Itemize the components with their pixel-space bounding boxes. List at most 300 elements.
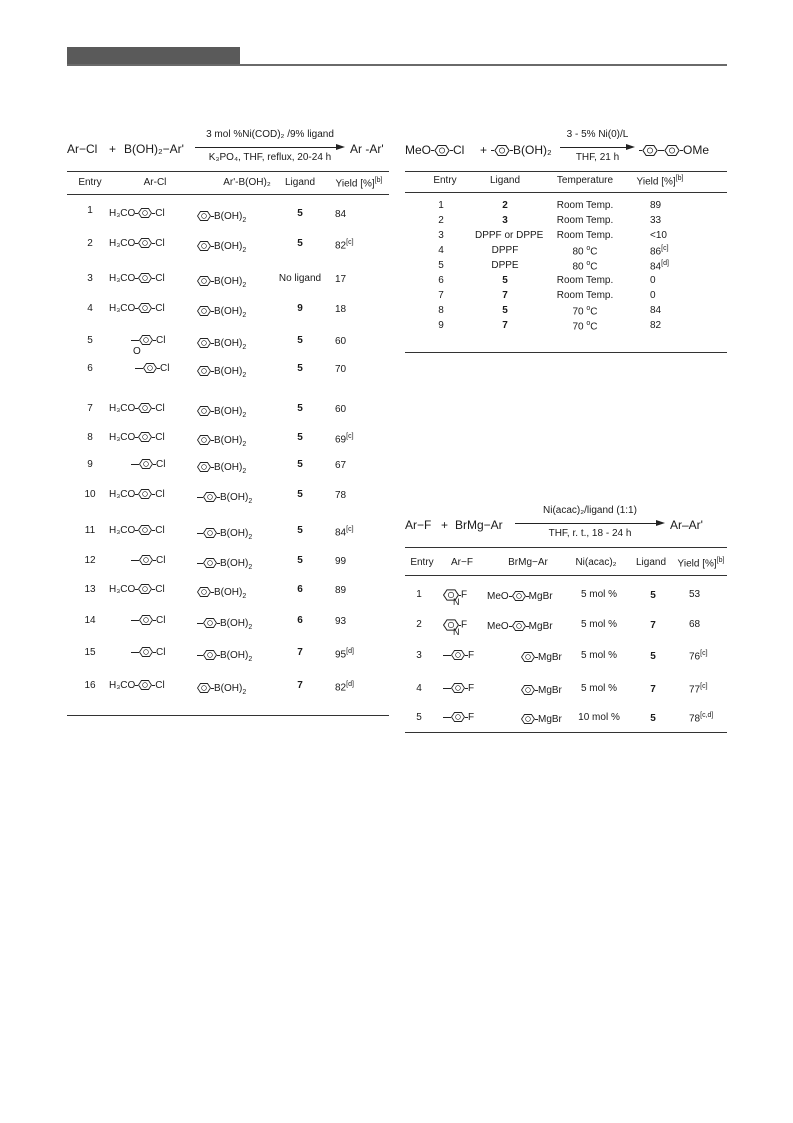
plus-sign: + bbox=[109, 142, 117, 156]
footnote-mark: [c] bbox=[700, 683, 708, 690]
fluoro-label: F bbox=[468, 712, 475, 723]
reactant-grignard: BrMg−Ar bbox=[455, 518, 503, 532]
benzene-ring-icon bbox=[138, 273, 152, 283]
phenyl-ring-icon bbox=[197, 587, 211, 597]
catalyst-loading: 5 mol % bbox=[580, 619, 618, 630]
chloro-label: Cl bbox=[156, 335, 166, 346]
entry-number: 14 bbox=[84, 615, 96, 626]
boronic-label: $B(OH)_2$ bbox=[214, 406, 247, 419]
fluoro-label: F bbox=[468, 650, 475, 661]
table-c-col-header: Ar−F bbox=[451, 557, 473, 568]
aryl-fluoride-structure bbox=[443, 619, 468, 637]
benzene-ring-icon bbox=[451, 683, 465, 693]
phenyl-ring-icon bbox=[203, 618, 217, 628]
table-a-col-header: Ligand bbox=[284, 177, 316, 188]
table-c-col-header: BrMg−Ar bbox=[508, 557, 548, 568]
chloro-label: Cl bbox=[155, 489, 165, 500]
aryl-chloride-structure bbox=[109, 208, 165, 219]
yield-cell bbox=[689, 619, 729, 630]
carbonyl-oxygen: O bbox=[133, 346, 141, 357]
yield-cell bbox=[335, 681, 395, 693]
yield-value: <10 bbox=[650, 230, 667, 241]
methoxy-label: H₃CO bbox=[109, 403, 136, 414]
yield-cell bbox=[335, 433, 395, 445]
aryl-chloride-structure bbox=[109, 555, 165, 566]
phenyl-ring-icon bbox=[197, 306, 211, 316]
methoxy-label: MeO bbox=[405, 143, 432, 157]
temperature-value: 70 $^o$C bbox=[572, 320, 598, 333]
ligand-id: 5 bbox=[297, 459, 303, 470]
yield-value: 78 bbox=[689, 713, 701, 725]
benzene-ring-icon bbox=[138, 525, 152, 535]
entry-number: 7 bbox=[87, 403, 93, 414]
ligand-id: 5 bbox=[297, 525, 303, 536]
yield-cell bbox=[335, 648, 395, 660]
yield-value: 67 bbox=[335, 460, 347, 471]
yield-cell bbox=[335, 490, 395, 501]
boronic-acid-structure bbox=[197, 435, 246, 448]
footnote-mark: [c] bbox=[661, 245, 669, 252]
ligand-id: 5 bbox=[297, 432, 303, 443]
entry-number: 2 bbox=[416, 619, 422, 630]
chloro-label: Cl bbox=[156, 615, 166, 626]
entry-number: 9 bbox=[438, 320, 444, 331]
yield-value: 68 bbox=[689, 619, 701, 630]
boronic-label: B(OH)₂ bbox=[513, 143, 552, 157]
yield-cell bbox=[335, 526, 395, 538]
benzene-ring-icon bbox=[512, 591, 526, 601]
table-b-col-header: Ligand bbox=[489, 175, 521, 186]
boronic-acid-structure bbox=[197, 492, 252, 505]
benzene-ring-icon bbox=[494, 145, 510, 156]
methoxy-label: H₃CO bbox=[109, 432, 136, 443]
boronic-acid-structure bbox=[197, 650, 252, 663]
chloro-label: Cl bbox=[160, 363, 170, 374]
grignard-structure bbox=[521, 714, 562, 725]
conditions-above: 3 mol %Ni(COD)₂ /9% ligand bbox=[206, 129, 334, 140]
aryl-chloride-structure bbox=[109, 615, 165, 626]
aryl-fluoride-structure bbox=[443, 650, 474, 661]
yield-cell bbox=[335, 364, 395, 375]
entry-number: 6 bbox=[87, 363, 93, 374]
ligand-id: DPPF or DPPE bbox=[475, 230, 544, 241]
grignard-structure bbox=[521, 652, 562, 663]
boronic-acid-structure bbox=[197, 558, 252, 571]
ligand-id: DPPE bbox=[491, 260, 519, 271]
table-c-col-header: Ligand bbox=[635, 557, 667, 568]
benzene-ring-icon bbox=[139, 647, 153, 657]
aryl-chloride-structure bbox=[109, 273, 165, 284]
phenyl-ring-icon bbox=[197, 211, 211, 221]
yield-cell bbox=[650, 290, 700, 301]
phenyl-ring-icon bbox=[203, 558, 217, 568]
table-c-col-header: Yield [%][b] bbox=[677, 557, 725, 570]
entry-number: 1 bbox=[416, 589, 422, 600]
yield-cell bbox=[335, 239, 395, 251]
table-kumada-arf bbox=[405, 505, 727, 735]
benzene-ring-icon bbox=[138, 432, 152, 442]
aryl-chloride-structure bbox=[109, 432, 165, 443]
table-ligand-screen bbox=[405, 125, 727, 355]
footnote-mark: [c,d] bbox=[700, 712, 714, 719]
boronic-acid-structure bbox=[197, 406, 246, 419]
ligand-id: 3 bbox=[502, 215, 508, 226]
boronic-label: $B(OH)_2$ bbox=[214, 683, 247, 696]
product-biaryl: Ar -Ar' bbox=[350, 142, 384, 156]
table-a-col-header: Yield [%][b] bbox=[335, 177, 383, 190]
boronic-acid-structure bbox=[197, 276, 246, 289]
yield-value: 78 bbox=[335, 490, 347, 501]
yield-cell bbox=[335, 404, 395, 415]
grignard-structure bbox=[521, 685, 562, 696]
yield-value: 18 bbox=[335, 304, 347, 315]
footnote-mark: [d] bbox=[346, 681, 354, 688]
yield-cell bbox=[650, 275, 700, 286]
yield-value: 69 bbox=[335, 434, 347, 446]
benzene-ring-icon bbox=[138, 680, 152, 690]
conditions-below: K₃PO₄, THF, reflux, 20-24 h bbox=[208, 152, 332, 163]
benzene-ring-icon bbox=[138, 584, 152, 594]
ligand-id: 5 bbox=[650, 590, 656, 601]
chloro-label: Cl bbox=[155, 680, 165, 691]
methoxy-label: H₃CO bbox=[109, 525, 136, 536]
reaction-scheme-c bbox=[405, 505, 727, 550]
phenyl-ring-icon bbox=[197, 683, 211, 693]
catalyst-loading: 5 mol % bbox=[580, 650, 618, 661]
ligand-id: No ligand bbox=[278, 273, 322, 284]
pyridine-nitrogen: N bbox=[453, 627, 460, 637]
catalyst-loading: 10 mol % bbox=[578, 712, 620, 723]
temperature-value: Room Temp. bbox=[556, 230, 614, 241]
header-rule bbox=[67, 64, 727, 66]
entry-number: 11 bbox=[84, 525, 96, 536]
yield-cell bbox=[335, 616, 395, 627]
yield-cell bbox=[335, 556, 395, 567]
aryl-chloride-structure bbox=[109, 459, 165, 470]
yield-cell bbox=[335, 274, 395, 285]
ligand-id: 7 bbox=[650, 684, 656, 695]
boronic-label: $B(OH)_2$ bbox=[214, 241, 247, 254]
boronic-label: $B(OH)_2$ bbox=[220, 528, 253, 541]
chloro-label: Cl bbox=[155, 584, 165, 595]
chloro-label: Cl bbox=[155, 525, 165, 536]
ligand-id: 5 bbox=[297, 489, 303, 500]
conditions-above-c: Ni(acac)₂/ligand (1:1) bbox=[543, 505, 637, 516]
fluoro-label: F bbox=[468, 683, 475, 694]
methoxy-label: H₃CO bbox=[109, 273, 136, 284]
boronic-acid-structure bbox=[197, 462, 246, 475]
yield-cell bbox=[650, 305, 700, 316]
phenyl-ring-icon bbox=[197, 366, 211, 376]
boronic-label: $B(OH)_2$ bbox=[220, 492, 253, 505]
pyridine-nitrogen: N bbox=[453, 597, 460, 607]
chloro-label: Cl bbox=[155, 403, 165, 414]
aryl-chloride-structure bbox=[109, 647, 165, 658]
conditions-above-b: 3 - 5% Ni(0)/L bbox=[566, 129, 629, 140]
yield-cell bbox=[335, 209, 395, 220]
boronic-label: $B(OH)_2$ bbox=[214, 587, 247, 600]
entry-number: 5 bbox=[438, 260, 444, 271]
fluoro-label: F bbox=[461, 619, 468, 631]
boronic-acid-structure bbox=[197, 587, 246, 600]
yield-value: 84 bbox=[335, 527, 347, 539]
boronic-label: $B(OH)_2$ bbox=[214, 276, 247, 289]
conditions-below-b: THF, 21 h bbox=[575, 152, 620, 163]
boronic-acid-structure bbox=[197, 338, 246, 351]
yield-value: 76 bbox=[689, 651, 701, 663]
benzene-ring-icon bbox=[138, 208, 152, 218]
benzene-ring-icon bbox=[143, 363, 157, 373]
ligand-id: 5 bbox=[297, 208, 303, 219]
footnote-mark: [d] bbox=[661, 260, 669, 267]
grignard-structure bbox=[487, 621, 553, 632]
yield-value: 60 bbox=[335, 336, 347, 347]
entry-number: 6 bbox=[438, 275, 444, 286]
yield-value: 17 bbox=[335, 274, 347, 285]
aryl-chloride-structure bbox=[109, 403, 165, 414]
phenyl-ring-icon bbox=[197, 276, 211, 286]
aryl-fluoride-structure bbox=[443, 712, 474, 723]
yield-value: 84 bbox=[650, 305, 662, 316]
yield-value: 0 bbox=[650, 290, 656, 301]
conditions-below-c: THF, r. t., 18 - 24 h bbox=[548, 528, 632, 539]
chloro-label: Cl bbox=[156, 459, 166, 470]
entry-number: 2 bbox=[87, 238, 93, 249]
chloro-label: Cl bbox=[155, 208, 165, 219]
boronic-acid-structure bbox=[197, 306, 246, 319]
table-b-col-header: Entry bbox=[433, 175, 457, 186]
yield-value: 60 bbox=[335, 404, 347, 415]
boronic-label: $B(OH)_2$ bbox=[220, 558, 253, 571]
footnote-mark: [c] bbox=[346, 433, 354, 440]
table-a-col-header: Ar'-B(OH)₂ bbox=[223, 177, 271, 188]
ligand-id: 9 bbox=[297, 303, 303, 314]
catalyst-loading: 5 mol % bbox=[580, 683, 618, 694]
ligand-id: 5 bbox=[502, 305, 508, 316]
aryl-chloride-structure bbox=[109, 346, 170, 374]
ligand-id: 5 bbox=[297, 335, 303, 346]
ligand-id: 5 bbox=[297, 238, 303, 249]
entry-number: 8 bbox=[87, 432, 93, 443]
yield-value: 86 bbox=[650, 246, 662, 258]
ligand-id: 5 bbox=[502, 275, 508, 286]
temperature-value: 70 $^o$C bbox=[572, 305, 598, 318]
benzene-ring-icon bbox=[139, 459, 153, 469]
ligand-id: 5 bbox=[297, 555, 303, 566]
phenyl-ring-icon bbox=[197, 435, 211, 445]
temperature-value: Room Temp. bbox=[556, 200, 614, 211]
ligand-id: 5 bbox=[650, 713, 656, 724]
yield-cell bbox=[650, 260, 700, 272]
reaction-arrow-a bbox=[195, 125, 345, 167]
yield-value: 82 bbox=[335, 240, 347, 252]
yield-value: 93 bbox=[335, 616, 347, 627]
ligand-id: 7 bbox=[650, 620, 656, 631]
yield-value: 77 bbox=[689, 684, 701, 696]
yield-value: 99 bbox=[335, 556, 347, 567]
benzene-ring-icon bbox=[451, 650, 465, 660]
yield-value: 0 bbox=[650, 275, 656, 286]
table-b-col-header: Yield [%][b] bbox=[636, 175, 684, 188]
methoxy-label: H₃CO bbox=[109, 238, 136, 249]
ligand-id: 5 bbox=[297, 403, 303, 414]
entry-number: 7 bbox=[438, 290, 444, 301]
magnesium-bromide-label: MgBr bbox=[538, 714, 562, 725]
table-a-col-header: Entry bbox=[78, 177, 102, 188]
magnesium-bromide-label: MgBr bbox=[538, 685, 562, 696]
entry-number: 3 bbox=[416, 650, 422, 661]
table-a-col-header: Ar-Cl bbox=[143, 177, 167, 188]
benzene-ring-icon bbox=[139, 555, 153, 565]
methoxy-label: H₃CO bbox=[109, 680, 136, 691]
aryl-chloride-structure bbox=[109, 680, 165, 691]
benzene-ring-icon bbox=[664, 145, 680, 156]
entry-number: 12 bbox=[84, 555, 96, 566]
table-b-col-header: Temperature bbox=[556, 175, 614, 186]
yield-cell bbox=[335, 304, 395, 315]
yield-cell bbox=[689, 589, 729, 600]
boronic-label: $B(OH)_2$ bbox=[214, 338, 247, 351]
yield-value: 84 bbox=[335, 209, 347, 220]
yield-cell bbox=[335, 460, 395, 471]
entry-number: 4 bbox=[87, 303, 93, 314]
yield-value: 82 bbox=[650, 320, 662, 331]
grignard-structure bbox=[487, 591, 553, 602]
benzene-ring-icon bbox=[138, 403, 152, 413]
boronic-acid-structure bbox=[197, 211, 246, 224]
ligand-id: 6 bbox=[297, 584, 303, 595]
benzene-ring-icon bbox=[139, 615, 153, 625]
yield-value: 95 bbox=[335, 649, 347, 661]
entry-number: 16 bbox=[84, 680, 96, 691]
boronic-acid-structure bbox=[197, 528, 252, 541]
methoxy-product-label: OMe bbox=[683, 143, 710, 157]
reaction-arrow-c bbox=[515, 501, 665, 543]
methoxy-label: H₃CO bbox=[109, 208, 136, 219]
boronic-label: $B(OH)_2$ bbox=[214, 211, 247, 224]
ligand-id: 5 bbox=[650, 651, 656, 662]
yield-value: 53 bbox=[689, 589, 701, 600]
entry-number: 5 bbox=[87, 335, 93, 346]
chloro-label: Cl bbox=[155, 303, 165, 314]
boronic-acid-structure bbox=[197, 618, 252, 631]
methoxy-label: H₃CO bbox=[109, 584, 136, 595]
benzene-ring-icon bbox=[451, 712, 465, 722]
phenyl-ring-icon bbox=[197, 338, 211, 348]
reactant-arf: Ar−F bbox=[405, 518, 432, 532]
chloro-label: Cl bbox=[155, 238, 165, 249]
ligand-id: 5 bbox=[297, 363, 303, 374]
ligand-id: 2 bbox=[502, 200, 508, 211]
yield-value: 84 bbox=[650, 261, 662, 273]
benzene-ring-icon bbox=[512, 621, 526, 631]
yield-cell bbox=[335, 336, 395, 347]
methoxy-label: MeO bbox=[487, 591, 509, 602]
boronic-label: $B(OH)_2$ bbox=[214, 306, 247, 319]
magnesium-bromide-label: MgBr bbox=[528, 591, 553, 602]
entry-number: 13 bbox=[84, 584, 96, 595]
entry-number: 8 bbox=[438, 305, 444, 316]
temperature-value: Room Temp. bbox=[556, 275, 614, 286]
ligand-id: DPPF bbox=[491, 245, 519, 256]
phenyl-ring-icon bbox=[197, 406, 211, 416]
entry-number: 10 bbox=[84, 489, 96, 500]
aryl-chloride-structure bbox=[109, 584, 165, 595]
yield-value: 82 bbox=[335, 682, 347, 694]
table-c-col-header: Ni(acac)₂ bbox=[575, 557, 617, 568]
ligand-id: 7 bbox=[297, 680, 303, 691]
chloro-label: Cl bbox=[156, 647, 166, 658]
aryl-fluoride-structure bbox=[443, 683, 474, 694]
plus-sign-b: + bbox=[480, 143, 488, 157]
benzene-ring-icon bbox=[521, 652, 535, 662]
table-c-col-header: Entry bbox=[410, 557, 434, 568]
phenyl-ring-icon bbox=[203, 528, 217, 538]
benzene-ring-icon bbox=[434, 145, 450, 156]
yield-cell bbox=[335, 585, 395, 596]
methoxy-label: MeO bbox=[487, 621, 509, 632]
reactant-arcl: Ar−Cl bbox=[67, 142, 98, 156]
aryl-chloride-structure bbox=[109, 489, 165, 500]
yield-cell bbox=[650, 215, 700, 226]
boronic-acid-structure bbox=[197, 683, 246, 696]
plus-sign-c: + bbox=[441, 518, 449, 532]
chloro-label: Cl bbox=[453, 143, 465, 157]
yield-cell bbox=[650, 320, 700, 331]
reaction-scheme-a bbox=[67, 125, 389, 170]
ligand-id: 6 bbox=[297, 615, 303, 626]
ligand-id: 7 bbox=[502, 320, 508, 331]
boronic-acid-structure bbox=[197, 366, 246, 379]
yield-value: 70 bbox=[335, 364, 347, 375]
header-bar-block bbox=[67, 47, 240, 65]
benzene-ring-icon bbox=[138, 489, 152, 499]
boronic-label: $B(OH)_2$ bbox=[214, 435, 247, 448]
temperature-value: 80 $^o$C bbox=[572, 245, 598, 258]
yield-value: 33 bbox=[650, 215, 662, 226]
entry-number: 1 bbox=[438, 200, 444, 211]
boronic-label: $B(OH)_2$ bbox=[214, 462, 247, 475]
footnote-mark: [c] bbox=[346, 239, 354, 246]
entry-number: 3 bbox=[87, 273, 93, 284]
footnote-mark: [d] bbox=[346, 648, 354, 655]
temperature-value: Room Temp. bbox=[556, 215, 614, 226]
methoxy-label: H₃CO bbox=[109, 303, 136, 314]
entry-number: 9 bbox=[87, 459, 93, 470]
yield-cell bbox=[650, 230, 700, 241]
entry-number: 4 bbox=[416, 683, 422, 694]
benzene-ring-icon bbox=[138, 303, 152, 313]
ligand-id: 7 bbox=[502, 290, 508, 301]
entry-number: 4 bbox=[438, 245, 444, 256]
entry-number: 5 bbox=[416, 712, 422, 723]
benzene-ring-icon bbox=[138, 238, 152, 248]
phenyl-ring-icon bbox=[197, 462, 211, 472]
chloro-label: Cl bbox=[156, 555, 166, 566]
entry-number: 1 bbox=[87, 205, 93, 216]
yield-cell bbox=[689, 650, 729, 662]
aryl-chloride-structure bbox=[109, 303, 165, 314]
phenyl-ring-icon bbox=[203, 492, 217, 502]
phenyl-ring-icon bbox=[203, 650, 217, 660]
table-suzuki-arcl bbox=[67, 125, 389, 725]
yield-cell bbox=[650, 245, 700, 257]
benzene-ring-icon bbox=[521, 685, 535, 695]
yield-value: 89 bbox=[335, 585, 347, 596]
aryl-chloride-structure bbox=[109, 525, 165, 536]
temperature-value: Room Temp. bbox=[556, 290, 614, 301]
boronic-acid-structure bbox=[197, 241, 246, 254]
